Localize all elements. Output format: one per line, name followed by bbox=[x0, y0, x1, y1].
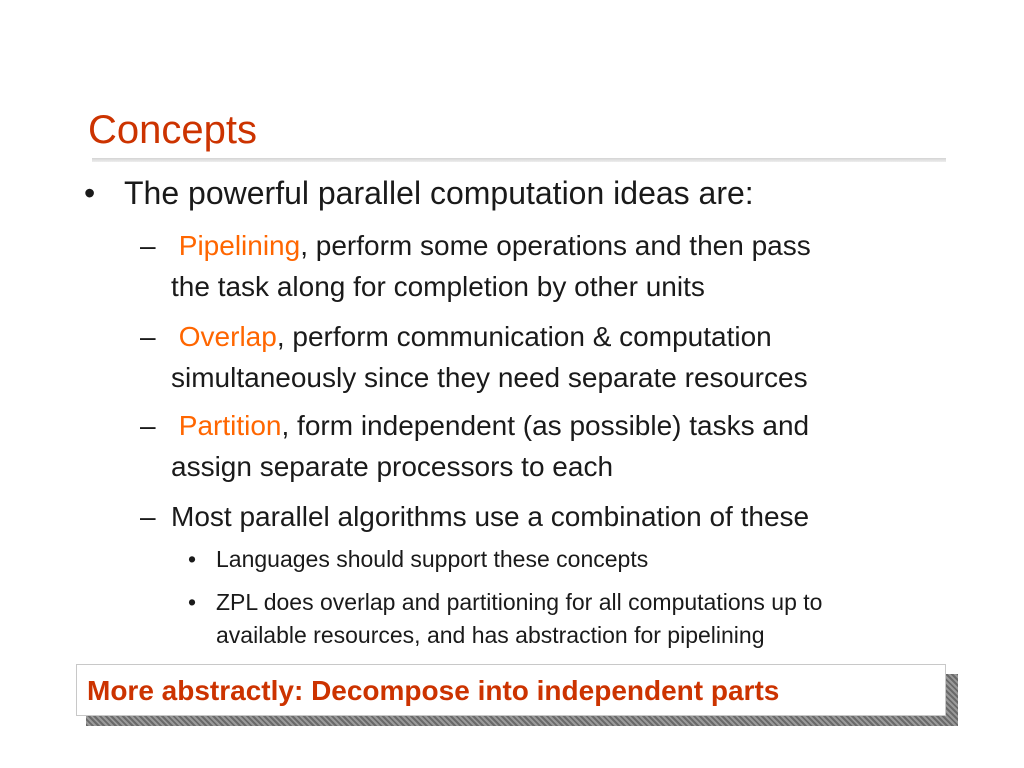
title-divider bbox=[92, 158, 946, 162]
third-level-text: Languages should support these concepts bbox=[216, 546, 649, 572]
dash-icon: – bbox=[140, 230, 156, 261]
dash-icon: – bbox=[140, 501, 156, 532]
third-level-item-languages bbox=[188, 543, 648, 576]
bullet-icon: • bbox=[188, 589, 197, 615]
dash-icon: – bbox=[140, 410, 156, 441]
term-partition: Partition bbox=[178, 410, 282, 441]
callout-box bbox=[76, 664, 946, 716]
third-level-continuation: available resources, and has abstraction for pipelining bbox=[216, 622, 765, 648]
slide-title: Concepts bbox=[88, 108, 257, 152]
third-level-item-zpl bbox=[188, 586, 823, 648]
term-overlap: Overlap bbox=[178, 321, 277, 352]
bullet-icon: • bbox=[188, 546, 197, 572]
term-pipelining: Pipelining bbox=[178, 230, 301, 261]
sub-item-pipelining bbox=[140, 225, 811, 302]
callout-text: More abstractly: Decompose into independent parts bbox=[87, 675, 780, 706]
third-level-text: ZPL does overlap and partitioning for all computations up to bbox=[216, 589, 823, 615]
main-bullet-text: The powerful parallel computation ideas are: bbox=[124, 175, 754, 211]
sub-item-continuation: the task along for completion by other units bbox=[171, 271, 705, 302]
sub-item-overlap bbox=[140, 316, 808, 393]
sub-item-continuation: simultaneously since they need separate resources bbox=[171, 362, 808, 393]
bullet-icon: • bbox=[84, 175, 96, 211]
main-bullet-item bbox=[84, 171, 754, 215]
sub-item-combination bbox=[140, 496, 809, 537]
sub-item-partition bbox=[140, 405, 810, 482]
sub-item-text: , perform communication & computation bbox=[276, 321, 772, 352]
sub-item-text: , perform some operations and then pass bbox=[300, 230, 811, 261]
sub-item-text: , form independent (as possible) tasks and bbox=[281, 410, 810, 441]
sub-item-continuation: assign separate processors to each bbox=[171, 451, 614, 482]
dash-icon: – bbox=[140, 321, 156, 352]
sub-item-text: Most parallel algorithms use a combination of these bbox=[171, 501, 810, 532]
